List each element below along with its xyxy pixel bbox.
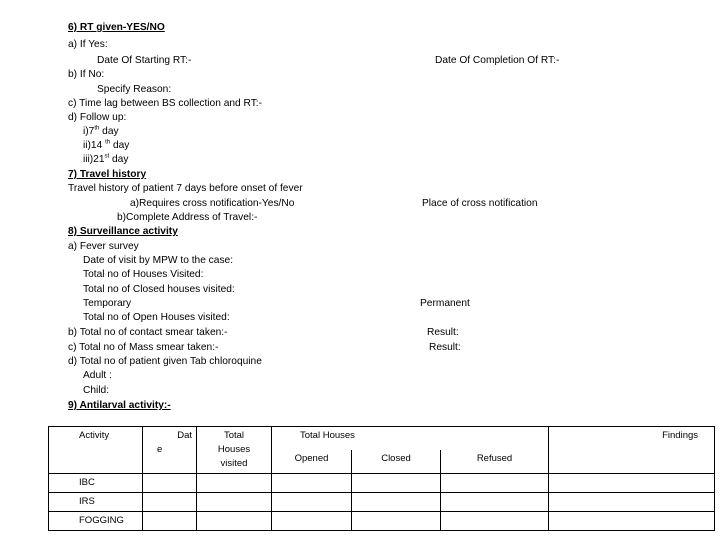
col-date: Dat e (143, 427, 197, 474)
if-no-label: b) If No: (68, 69, 105, 80)
child-label: Child: (83, 385, 110, 396)
houses-visited-label: Total no of Houses Visited: (83, 269, 204, 280)
if-yes-label: a) If Yes: (68, 39, 108, 50)
ibc-opened-cell[interactable] (272, 474, 352, 493)
table-row (49, 512, 715, 531)
irs-closed-cell[interactable] (352, 493, 441, 512)
table-row (49, 493, 715, 512)
mass-smear-label: c) Total no of Mass smear taken:- (68, 342, 219, 353)
surveillance-heading: 8) Surveillance activity (68, 226, 178, 237)
antilarval-heading: 9) Antilarval activity:- (68, 400, 171, 411)
adult-label: Adult : (83, 370, 112, 381)
fogging-findings-cell[interactable] (549, 512, 715, 531)
rt-heading: 6) RT given-YES/NO (68, 22, 165, 33)
sub-closed: Closed (352, 450, 441, 474)
contact-smear-label: b) Total no of contact smear taken:- (68, 327, 228, 338)
ibc-closed-cell[interactable] (352, 474, 441, 493)
date-start-label: Date Of Starting RT:- (97, 55, 192, 66)
col-total-houses: Total Houses (272, 427, 549, 451)
time-lag-label: c) Time lag between BS collection and RT:- (68, 98, 263, 109)
follow-up-day14: ii)14 $^{th}$ day (83, 139, 130, 151)
date-completion-label: Date Of Completion Of RT:- (435, 55, 560, 66)
fogging-date-cell[interactable] (143, 512, 197, 531)
permanent-label: Permanent (420, 298, 470, 309)
travel-heading: 7) Travel history (68, 169, 147, 180)
row-irs: IRS (49, 493, 143, 512)
fever-survey-label: a) Fever survey (68, 241, 139, 252)
col-activity: Activity (49, 427, 143, 474)
irs-refused-cell[interactable] (441, 493, 549, 512)
requires-cross-notification: a)Requires cross notification-Yes/No (130, 198, 295, 209)
row-ibc: IBC (49, 474, 143, 493)
irs-houses-cell[interactable] (197, 493, 272, 512)
follow-up-day7: i)7th day (83, 125, 119, 137)
temporary-label: Temporary (83, 298, 132, 309)
fogging-opened-cell[interactable] (272, 512, 352, 531)
ibc-date-cell[interactable] (143, 474, 197, 493)
ibc-findings-cell[interactable] (549, 474, 715, 493)
open-houses-label: Total no of Open Houses visited: (83, 312, 230, 323)
irs-date-cell[interactable] (143, 493, 197, 512)
mass-smear-result: Result: (429, 342, 461, 353)
place-cross-notification: Place of cross notification (422, 198, 538, 209)
chloroquine-label: d) Total no of patient given Tab chloroquine (68, 356, 262, 367)
ibc-refused-cell[interactable] (441, 474, 549, 493)
table-row (49, 474, 715, 493)
row-fogging: FOGGING (49, 512, 143, 531)
sub-findings (549, 450, 715, 474)
ibc-houses-cell[interactable] (197, 474, 272, 493)
sub-refused: Refused (441, 450, 549, 474)
table-header-row (49, 427, 715, 451)
address-of-travel: b)Complete Address of Travel:- (117, 212, 258, 223)
col-total-houses-visited: Total Houses visited (197, 427, 272, 474)
fogging-houses-cell[interactable] (197, 512, 272, 531)
fogging-refused-cell[interactable] (441, 512, 549, 531)
fogging-closed-cell[interactable] (352, 512, 441, 531)
closed-houses-label: Total no of Closed houses visited: (83, 284, 235, 295)
col-findings: Findings (549, 427, 715, 451)
contact-smear-result: Result: (427, 327, 459, 338)
follow-up-label: d) Follow up: (68, 112, 127, 123)
irs-findings-cell[interactable] (549, 493, 715, 512)
irs-opened-cell[interactable] (272, 493, 352, 512)
sub-opened: Opened (272, 450, 352, 474)
antilarval-table (48, 426, 715, 531)
specify-reason-label: Specify Reason: (97, 84, 172, 95)
travel-history-line: Travel history of patient 7 days before onset of fever (68, 183, 303, 194)
follow-up-day21: iii)21st day (83, 153, 129, 165)
date-visit-label: Date of visit by MPW to the case: (83, 255, 234, 266)
